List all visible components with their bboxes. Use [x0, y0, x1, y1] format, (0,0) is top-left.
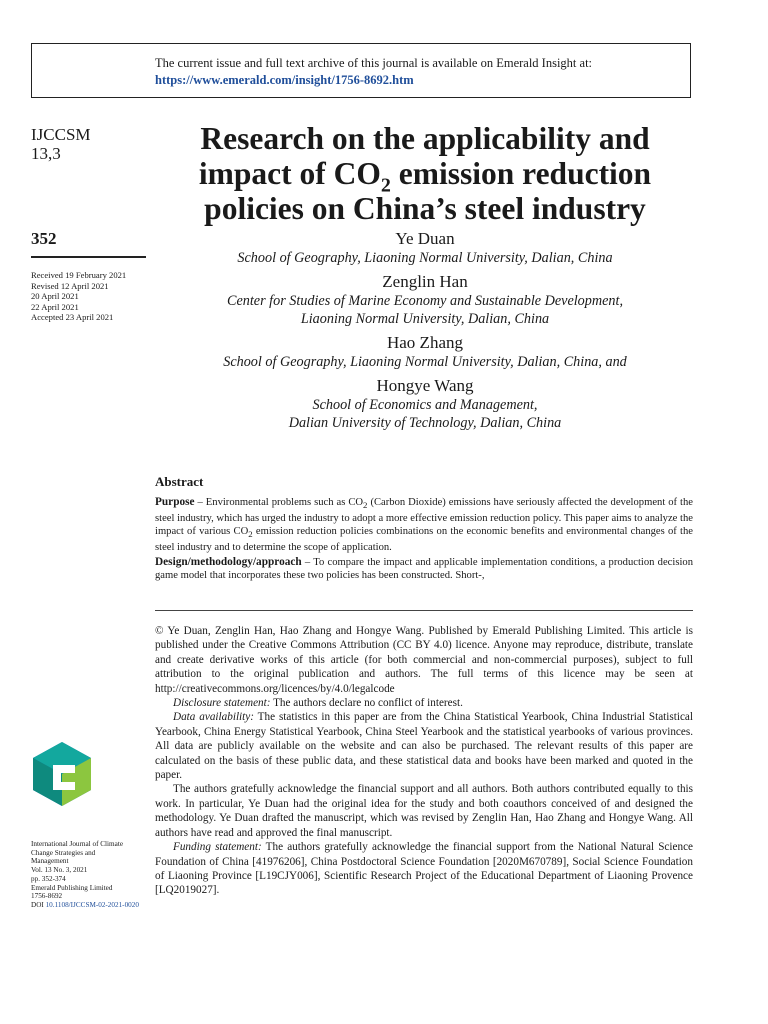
page-number: 352	[31, 229, 57, 248]
author-affiliation: School of Economics and Management,	[312, 397, 538, 413]
abstract-purpose: Purpose – Environmental problems such as $CO_2$ (Carbon Dioxide) emissions have seriously affected the development of the steel industry, which has urged the industry to adopt a more effective emission reduction policy. This paper aims to analyze the impact of various $CO_2$ emission reduction policies combinations on the economic benefits and environmental changes of the steel industry and to determine the scope of application.	[155, 496, 693, 554]
journal-info	[31, 840, 143, 910]
date-revised: Revised 12 April 2021	[31, 280, 109, 291]
journal-info-line: Change Strategies and	[31, 848, 96, 857]
journal-info-line: International Journal of Climate	[31, 840, 124, 848]
abstract-design: Design/methodology/approach – To compare the impact and applicable implementation conditions, a production decision game model that incorporates these two policies has been constructed. Short-,	[155, 556, 693, 582]
article-dates	[31, 270, 126, 323]
journal-info-line: Vol. 13 No. 3, 2021	[31, 866, 88, 875]
journal-info-line: Management	[31, 857, 69, 866]
author-affiliation: Center for Studies of Marine Economy and Sustainable Development,	[227, 293, 623, 309]
volume-issue: 13,3	[31, 144, 61, 163]
title-line-1: Research on the applicability and	[200, 121, 650, 156]
journal-info-line: 1756-8692	[31, 892, 63, 901]
journal-info-line: Emerald Publishing Limited	[31, 883, 113, 892]
notice-text: The current issue and full text archive of this journal is available on Emerald Insight at:	[155, 56, 593, 70]
abstract-section	[155, 474, 693, 584]
author-affiliation: Dalian University of Technology, Dalian, China	[288, 415, 562, 431]
abstract-heading: Abstract	[155, 474, 204, 489]
title-line-3: policies on China’s steel industry	[204, 191, 646, 226]
funding-statement: Funding statement: The authors gratefully acknowledge the financial support from the National Natural Science Foundation of China [41976206], China Postdoctoral Science Foundation [2020M670789], Social Science Foundation of Liaoning Province [L19CJY006], Scientific Research Project of the Educational Department of Liaoning Provence [LQ2019027].	[155, 841, 694, 897]
author-name: Hongye Wang	[376, 376, 474, 395]
disclosure-statement: Disclosure statement: The authors declare no conflict of interest.	[173, 697, 463, 710]
doi-link[interactable]: 10.1108/IJCCSM-02-2021-0020	[45, 900, 139, 909]
footnote-block	[155, 624, 693, 898]
acknowledgement: The authors gratefully acknowledge the financial support and all authors. Both authors contributed equally to this work. In particular, Ye Duan had the original idea for the study and both coauthors conceived of and designed the methodology. Ye Duan drafted the manuscript, which was revised by Zenglin Han, Hao Zhang and Hongye Wang. All authors have read and approved the final manuscript.	[155, 783, 693, 839]
copyright-notice: © Ye Duan, Zenglin Han, Hao Zhang and Hongye Wang. Published by Emerald Publishing Limited. This article is published under the Creative Commons Attribution (CC BY 4.0) licence. Anyone may reproduce, distribute, translate and create derivative works of this article (for both commercial and non-commercial purposes), subject to full attribution to the original publication and authors. The full terms of this licence may be seen at http://creativecommons.org/licences/by/4.0/legalcode	[155, 625, 693, 695]
journal-abbrev: IJCCSM	[31, 125, 91, 144]
author-affiliation: School of Geography, Liaoning Normal University, Dalian, China, and	[223, 354, 627, 370]
author-list	[155, 228, 695, 432]
author-name: Zenglin Han	[382, 272, 468, 291]
margin-rule	[31, 256, 146, 258]
emerald-logo-icon	[31, 740, 93, 808]
journal-code	[31, 125, 91, 163]
journal-notice-box	[31, 43, 691, 98]
journal-info-line: pp. 352-374	[31, 874, 66, 883]
author-name: Hao Zhang	[386, 333, 463, 352]
author-affiliation: Liaoning Normal University, Dalian, China	[300, 311, 550, 327]
date-received: Received 19 February 2021	[31, 270, 127, 280]
doi-line: DOI 10.1108/IJCCSM-02-2021-0020	[31, 900, 139, 909]
date-accepted: Accepted 23 April 2021	[31, 312, 114, 323]
journal-url-link[interactable]: https://www.emerald.com/insight/1756-8692.htm	[155, 73, 414, 87]
author-affiliation: School of Geography, Liaoning Normal University, Dalian, China	[237, 250, 613, 266]
date-revised-2: 20 April 2021	[31, 291, 79, 302]
data-availability: Data availability: The statistics in this paper are from the China Statistical Yearbook, China Industrial Statistical Yearbook, China Energy Statistical Yearbook, China Steel Yearbook and the statistical yearbooks of various provinces. All data are publicly available on the website and can also be purchased. The relevant results of this paper are calculated on the basis of these public data, and these statistical data and books have been marked and quoted in the paper.	[155, 711, 693, 782]
article-title	[155, 121, 695, 226]
footnote-separator	[155, 610, 693, 611]
title-line-2: impact of $CO_2$ emission reduction	[198, 156, 652, 197]
author-name: Ye Duan	[395, 229, 455, 248]
date-revised-3: 22 April 2021	[31, 301, 79, 312]
